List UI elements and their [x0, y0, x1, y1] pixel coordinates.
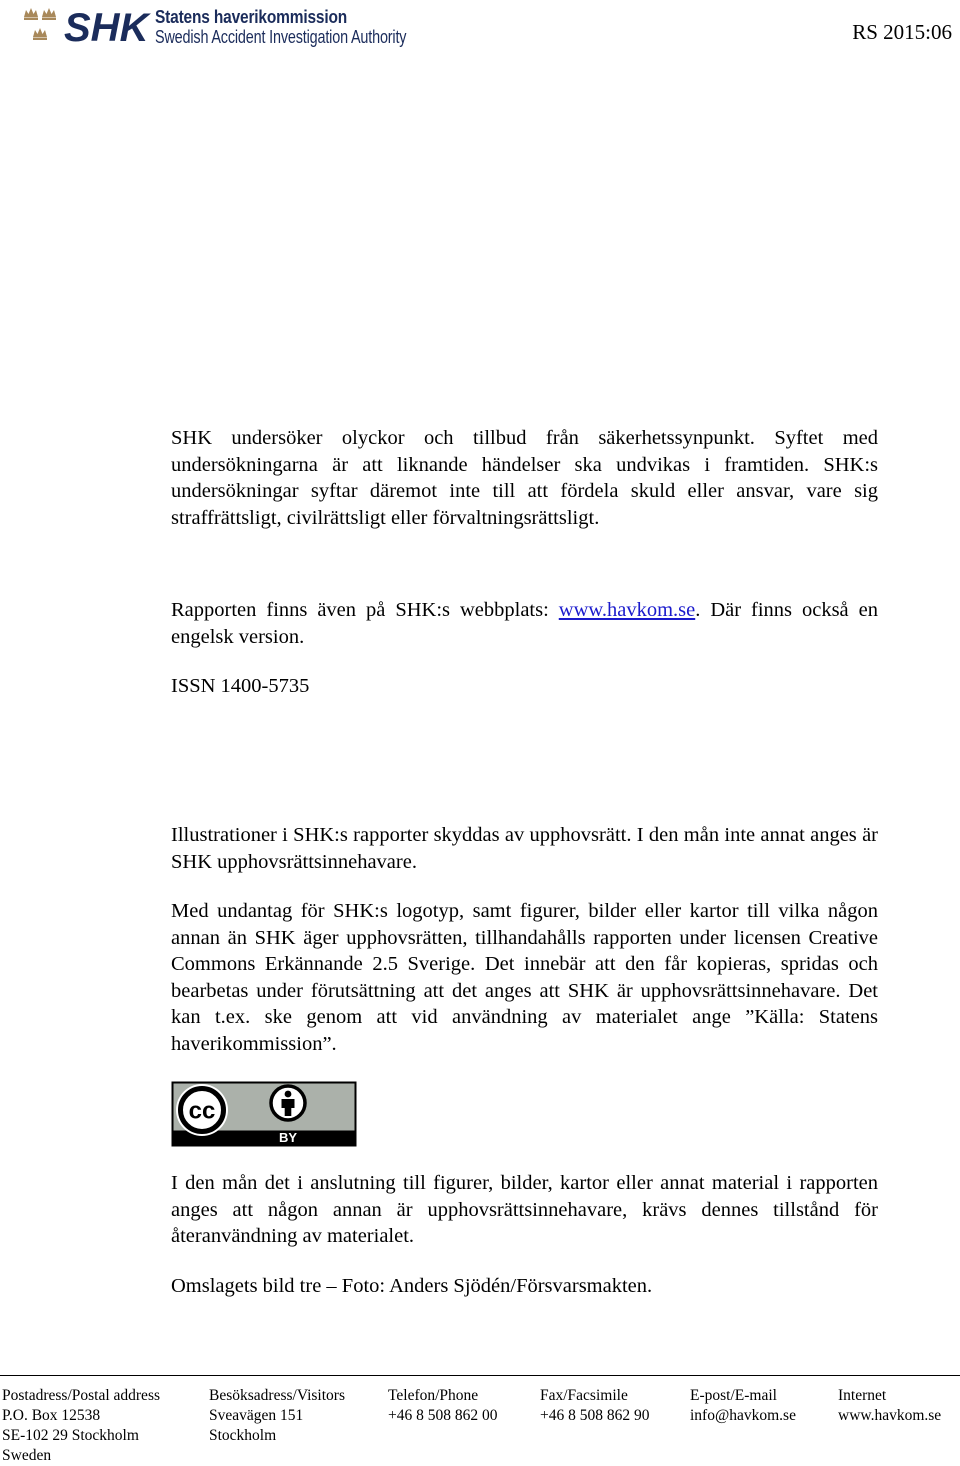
footer-phone — [388, 1386, 498, 1426]
paragraph-license: Med undantag för SHK:s logotyp, samt figurer, bilder eller kartor till vilka någon annan än SHK äger upphovsrätten, tillhandahålls rapporten under licensen Creative Commons Erkännande 2.5 Sverige. Det innebär att den får kopieras, spridas och bearbetas under förutsättning att det anges att SHK är upphovsrättsinnehavare. Det kan t.ex. ske genom att vid användning av materialet ange ”Källa: Statens haverikommission”. — [171, 900, 878, 1055]
organization-name-swedish: Statens haverikommission — [155, 7, 348, 27]
footer-line: SE-102 29 Stockholm — [2, 1427, 139, 1444]
shk-logo-mark — [62, 7, 154, 47]
creative-commons-icon — [176, 1084, 228, 1136]
footer-email-link[interactable]: info@havkom.se — [690, 1407, 796, 1424]
attribution-person-icon — [271, 1086, 305, 1120]
footer-heading: Telefon/Phone — [388, 1387, 479, 1404]
three-crowns-icon — [22, 5, 60, 47]
footer-divider — [0, 1375, 960, 1376]
footer-internet — [838, 1386, 941, 1426]
website-text-after: . Där finns också en engelsk version. — [171, 599, 878, 648]
footer-heading: E-post/E-mail — [690, 1387, 777, 1404]
report-number: RS 2015:06 — [852, 20, 952, 44]
paragraph-website — [171, 597, 878, 650]
paragraph-copyright: Illustrationer i SHK:s rapporter skyddas av upphovsrätt. I den mån inte annat anges är SHK upphovsrättsinnehavare. — [171, 824, 878, 873]
shk-logo — [22, 5, 407, 49]
footer-line: +46 8 508 862 90 — [540, 1407, 650, 1424]
svg-text:SHK: SHK — [64, 7, 149, 47]
organization-name-english: Swedish Accident Investigation Authority — [155, 27, 407, 47]
footer-line: Stockholm — [209, 1427, 277, 1444]
cc-by-license-badge — [171, 1081, 357, 1147]
website-link[interactable]: www.havkom.se — [558, 599, 696, 621]
footer-website-link[interactable]: www.havkom.se — [838, 1407, 942, 1424]
footer-fax — [540, 1386, 650, 1426]
footer-visiting-address — [209, 1386, 345, 1446]
footer-heading: Internet — [838, 1387, 887, 1404]
website-text-before: Rapporten finns även på SHK:s webbplats: — [171, 599, 559, 621]
footer-line: Sweden — [2, 1447, 52, 1464]
footer-line: Sveavägen 151 — [209, 1407, 304, 1424]
page-header — [0, 0, 960, 60]
issn-number: ISSN 1400-5735 — [171, 675, 310, 697]
footer-heading: Postadress/Postal address — [2, 1387, 161, 1404]
footer-email — [690, 1386, 796, 1426]
paragraph-third-party-rights: I den mån det i anslutning till figurer, bilder, kartor eller annat material i rapporten anges att någon annan är upphovsrättsinnehavare, krävs dennes tillstånd för återanvändning av materialet. — [171, 1172, 878, 1248]
footer-line: +46 8 508 862 00 — [388, 1407, 498, 1424]
organization-name — [155, 7, 469, 47]
cover-photo-credit: Omslagets bild tre – Foto: Anders Sjödén/Försvarsmakten. — [171, 1275, 653, 1297]
svg-text:cc: cc — [188, 1097, 216, 1125]
footer-heading: Besöksadress/Visitors — [209, 1387, 345, 1404]
footer-heading: Fax/Facsimile — [540, 1387, 628, 1404]
attribution-label: BY — [278, 1130, 298, 1145]
footer-postal-address — [2, 1386, 160, 1466]
footer-line: P.O. Box 12538 — [2, 1407, 101, 1424]
paragraph-purpose: SHK undersöker olyckor och tillbud från säkerhetssynpunkt. Syftet med undersökningarna är att liknande händelser ska undvikas i framtiden. SHK:s undersökningar syftar däremot inte till att fördela skuld eller ansvar, vare sig straffrättsligt, civilrättsligt eller förvaltningsrättsligt. — [171, 427, 878, 529]
